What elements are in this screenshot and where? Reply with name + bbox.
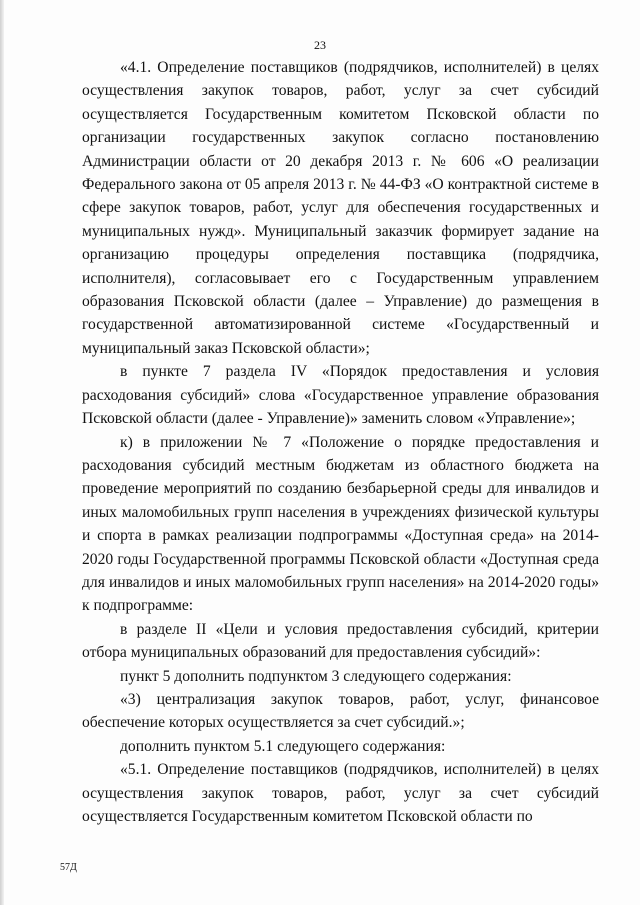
- paragraph-point-5-addition: пункт 5 дополнить подпунктом 3 следующего содержания:: [120, 667, 512, 685]
- footer-code: 57Д: [60, 862, 77, 873]
- paragraph-add-point-5-1: дополнить пунктом 5.1 следующего содержания:: [120, 737, 446, 755]
- scan-edge-shadow: [0, 0, 4, 905]
- paragraph-section-2: в разделе II «Цели и условия предоставления субсидий, критерии отбора муниципальных образований для предоставления субсидий»:: [82, 620, 599, 662]
- document-body: [82, 56, 599, 828]
- paragraph-5-1-definition: «5.1. Определение поставщиков (подрядчиков, исполнителей) в целях осуществления закупок товаров, работ, услуг за счет субсидий осуществляется Государственным комитетом Псковской области по: [82, 761, 599, 825]
- paragraph-subpoint-3: «3) централизация закупок товаров, работ, услуг, финансовое обеспечение которых осуществляется за счет субсидий.»;: [82, 690, 599, 732]
- paragraph-4-1-definition: «4.1. Определение поставщиков (подрядчиков, исполнителей) в целях осуществления закупок товаров, работ, услуг за счет субсидий осуществляется Государственным комитетом Псковской области по организации государственных закупок согласно постановлению Администрации области от 20 декабря 2013 г. № 606 «О реализации Федерального закона от 05 апреля 2013 г. № 44-ФЗ «О контрактной системе в сфере закупок товаров, работ, услуг для обеспечения государственных и муниципальных нужд». Муниципальный заказчик формирует задание на организацию процедуры определения поставщика (подрядчика, исполнителя), согласовывает его с Государственным управлением образования Псковской области (далее – Управление) до размещения в государственной автоматизированной системе «Государственный и муниципальный заказ Псковской области»;: [82, 59, 599, 357]
- paragraph-appendix-7: к) в приложении № 7 «Положение о порядке предоставления и расходования субсидий местным бюджетам из областного бюджета на проведение мероприятий по созданию безбарьерной среды для инвалидов и иных маломобильных групп населения в учреждениях физической культуры и спорта в рамках реализации подпрограммы «Доступная среда» на 2014-2020 годы Государственной программы Псковской области «Доступная среда для инвалидов и иных маломобильных групп населения» на 2014-2020 годы» к подпрограмме:: [82, 433, 599, 615]
- paragraph-point-7-amendment: в пункте 7 раздела IV «Порядок предоставления и условия расходования субсидий» слова «Государственное управление образования Псковской области (далее - Управление)» заменить словом «Управление»;: [82, 363, 599, 428]
- page-number: 23: [314, 38, 326, 52]
